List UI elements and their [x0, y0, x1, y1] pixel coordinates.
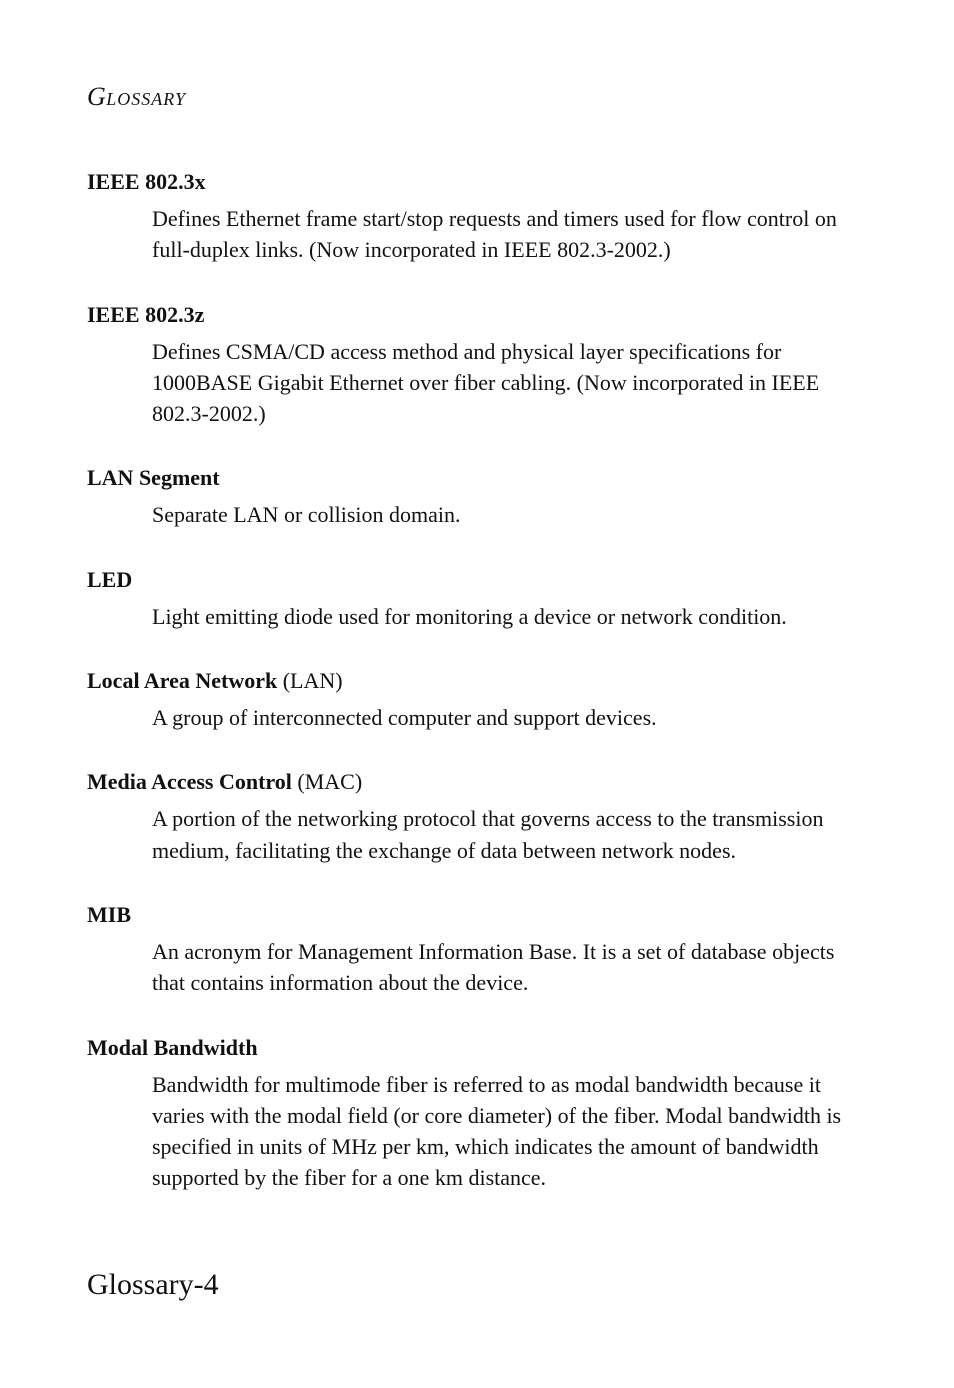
- glossary-entry: [87, 166, 847, 266]
- glossary-term: [87, 166, 847, 197]
- glossary-term: [87, 766, 847, 797]
- glossary-entry: [87, 462, 847, 530]
- glossary-definition: Defines CSMA/CD access method and physical layer specifications for 1000BASE Gigabit Ethernet over fiber cabling. (Now incorporated in IEEE 802.3-2002.): [152, 338, 820, 427]
- term-name: IEEE 802.3x: [87, 169, 206, 194]
- glossary-entry: [87, 665, 847, 733]
- glossary-definition: Defines Ethernet frame start/stop requests and timers used for flow control on full-duplex links. (Now incorporated in IEEE 802.3-2002.): [152, 206, 837, 263]
- glossary-definition: A portion of the networking protocol that governs access to the transmission medium, facilitating the exchange of data between network nodes.: [152, 806, 824, 863]
- term-name: Media Access Control: [87, 769, 292, 795]
- glossary-term: [87, 899, 847, 930]
- glossary-term: [87, 299, 847, 330]
- glossary-term: [87, 665, 847, 696]
- glossary-entry: [87, 299, 847, 430]
- glossary-definition: Bandwidth for multimode fiber is referred to as modal bandwidth because it varies with the modal field (or core diameter) of the fiber. Modal bandwidth is specified in units of MHz per km, which indicates the amount of bandwidth supported by the fiber for a one km distance.: [152, 1071, 842, 1191]
- term-name: IEEE 802.3z: [87, 301, 205, 327]
- term-name: Local Area Network: [87, 668, 278, 694]
- term-name: Modal Bandwidth: [87, 1034, 258, 1060]
- glossary-term: [87, 462, 847, 493]
- glossary-term: [87, 1032, 847, 1063]
- glossary-entries: [87, 166, 847, 1227]
- running-header-rest: LOSSARY: [106, 89, 186, 109]
- term-name: LAN Segment: [87, 465, 220, 491]
- term-abbreviation: (MAC): [297, 769, 363, 795]
- running-header: [87, 84, 186, 110]
- running-header-initial: G: [87, 82, 107, 111]
- glossary-entry: [87, 1032, 847, 1194]
- term-name: MIB: [87, 901, 131, 927]
- page-number: Glossary-4: [87, 1268, 219, 1301]
- glossary-entry: [87, 564, 847, 632]
- term-abbreviation: (LAN): [282, 668, 343, 694]
- glossary-definition: A group of interconnected computer and support devices.: [152, 705, 657, 731]
- term-name: LED: [87, 566, 133, 592]
- glossary-definition: An acronym for Management Information Base. It is a set of database objects that contains information about the device.: [152, 938, 835, 996]
- glossary-definition: Separate LAN or collision domain.: [152, 502, 461, 528]
- glossary-definition: Light emitting diode used for monitoring a device or network condition.: [152, 603, 787, 629]
- glossary-term: [87, 564, 847, 595]
- glossary-entry: [87, 899, 847, 999]
- glossary-entry: [87, 766, 847, 866]
